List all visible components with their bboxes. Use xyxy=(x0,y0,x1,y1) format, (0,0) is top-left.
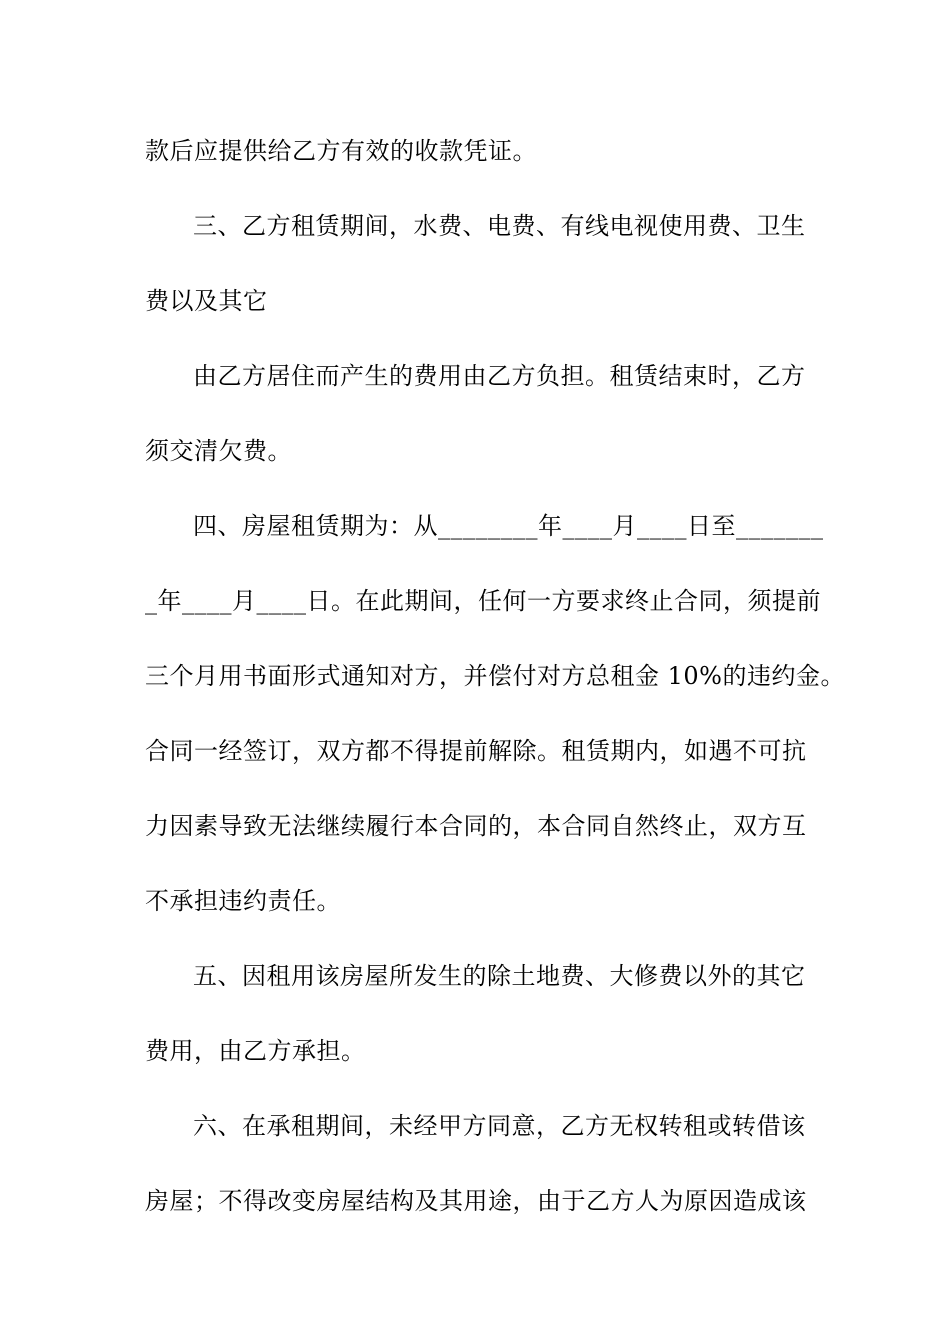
text-line: 合同一经签订，双方都不得提前解除。租赁期内，如遇不可抗 xyxy=(145,737,807,765)
text-line: 款后应提供给乙方有效的收款凭证。 xyxy=(145,137,537,165)
text-line: 由乙方居住而产生的费用由乙方负担。租赁结束时，乙方 xyxy=(193,362,806,390)
text-line: 三个月用书面形式通知对方，并偿付对方总租金 10%的违约金。 xyxy=(145,662,845,690)
text-line: 三、乙方租赁期间，水费、电费、有线电视使用费、卫生 xyxy=(193,212,806,240)
text-line: 费用，由乙方承担。 xyxy=(145,1037,366,1065)
text-line: 五、因租用该房屋所发生的除土地费、大修费以外的其它 xyxy=(193,962,806,990)
text-line: _年____月____日。在此期间，任何一方要求终止合同，须提前 xyxy=(145,587,821,615)
text-line: 须交清欠费。 xyxy=(145,437,292,465)
text-line: 房屋；不得改变房屋结构及其用途，由于乙方人为原因造成该 xyxy=(145,1187,807,1215)
text-line: 力因素导致无法继续履行本合同的，本合同自然终止，双方互 xyxy=(145,812,807,840)
text-line: 六、在承租期间，未经甲方同意，乙方无权转租或转借该 xyxy=(193,1112,806,1140)
text-line: 四、房屋租赁期为：从________年____月____日至_______ xyxy=(193,512,824,540)
text-line: 不承担违约责任。 xyxy=(145,887,341,915)
text-line: 费以及其它 xyxy=(145,287,268,315)
